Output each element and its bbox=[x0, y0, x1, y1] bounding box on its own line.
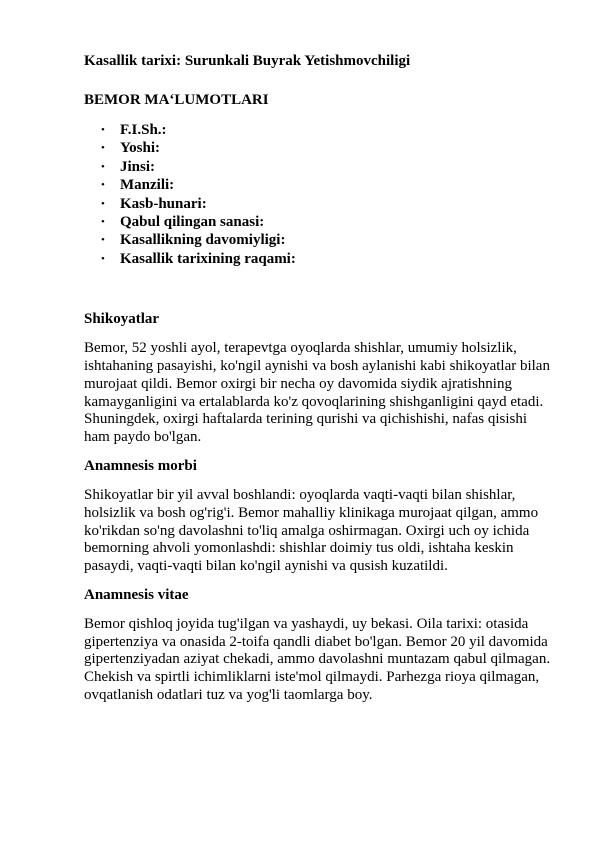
document-title: Kasallik tarixi: Surunkali Buyrak Yetishmovchiligi bbox=[84, 53, 411, 69]
patient-info-label: Kasb-hunari: bbox=[120, 195, 207, 212]
complaints-heading: Shikoyatlar bbox=[84, 311, 160, 328]
complaints-paragraph: Bemor, 52 yoshli ayol, terapevtga oyoqlarda shishlar, umumiy holsizlik, ishtahaning pasayishi, ko'ngil aynishi va bosh aylanishi kabi shikoyatlar bilan murojaat qildi. Bemor oxirgi bir necha oy davomida siydik ajratishning kamayganligini va ertalablarda ko'z qovoqlarining shishganligini qayd etadi. Shuningdek, oxirgi haftalarda terining qurishi va qichishishi, nafas qisishi ham paydo bo'lgan. bbox=[84, 340, 550, 446]
document-page bbox=[84, 52, 554, 705]
bullet-icon: • bbox=[101, 179, 105, 192]
patient-info-heading: BEMOR MA‘LUMOTLARI bbox=[84, 92, 269, 108]
bullet-icon: • bbox=[101, 234, 105, 247]
bullet-icon: • bbox=[101, 142, 105, 155]
patient-info-item-sex bbox=[84, 158, 554, 176]
patient-info-label: Kasallikning davomiyligi: bbox=[120, 232, 286, 249]
patient-info-item-address bbox=[84, 176, 554, 194]
anamnesis-vitae-heading: Anamnesis vitae bbox=[84, 586, 189, 603]
anamnesis-morbi-heading: Anamnesis morbi bbox=[84, 457, 197, 474]
patient-info-label: Manzili: bbox=[120, 177, 175, 194]
bullet-icon: • bbox=[101, 215, 105, 228]
patient-info-label: Jinsi: bbox=[120, 158, 156, 175]
patient-info-item-admission-date bbox=[84, 213, 554, 231]
patient-info-item-age bbox=[84, 139, 554, 157]
bullet-icon: • bbox=[101, 197, 105, 210]
bullet-icon: • bbox=[101, 124, 105, 136]
patient-info-label: Yoshi: bbox=[120, 140, 161, 157]
patient-info-item-occupation bbox=[84, 195, 554, 213]
patient-info-item-duration bbox=[84, 231, 554, 249]
patient-info-label: Qabul qilingan sanasi: bbox=[120, 213, 265, 230]
patient-info-item-record-number bbox=[84, 250, 554, 268]
anamnesis-morbi-paragraph: Shikoyatlar bir yil avval boshlandi: oyoqlarda vaqti-vaqti bilan shishlar, holsizlik va bosh og'rig'i. Bemor mahalliy klinikaga murojaat qilgan, ammo ko'rikdan so'ng davolashni to'liq amalga oshirmagan. Oxirgi uch oy ichida bemorning ahvoli yomonlashdi: shishlar doimiy tus oldi, ishtaha keskin pasaydi, vaqti-vaqti bilan ko'ngil aynishi va qusish kuzatildi. bbox=[84, 486, 539, 575]
patient-info-item-fish bbox=[84, 121, 554, 139]
bullet-icon: • bbox=[101, 252, 105, 265]
patient-info-list bbox=[84, 121, 554, 268]
bullet-icon: • bbox=[101, 160, 105, 173]
patient-info-label: F.I.Sh.: bbox=[120, 122, 167, 138]
anamnesis-vitae-paragraph: Bemor qishloq joyida tug'ilgan va yashaydi, uy bekasi. Oila tarixi: otasida gipertenziya va onasida 2-toifa qandli diabet bo'lgan. Bemor 20 yil davomida gipertenziyadan aziyat chekadi, ammo davolashni muntazam qabul qilmagan. Chekish va spirtli ichimliklarni iste'mol qilmaydi. Parhezga rioya qilmagan, ovqatlanish odatlari tuz va yog'li taomlarga boy. bbox=[84, 615, 551, 704]
patient-info-label: Kasallik tarixining raqami: bbox=[120, 250, 296, 267]
